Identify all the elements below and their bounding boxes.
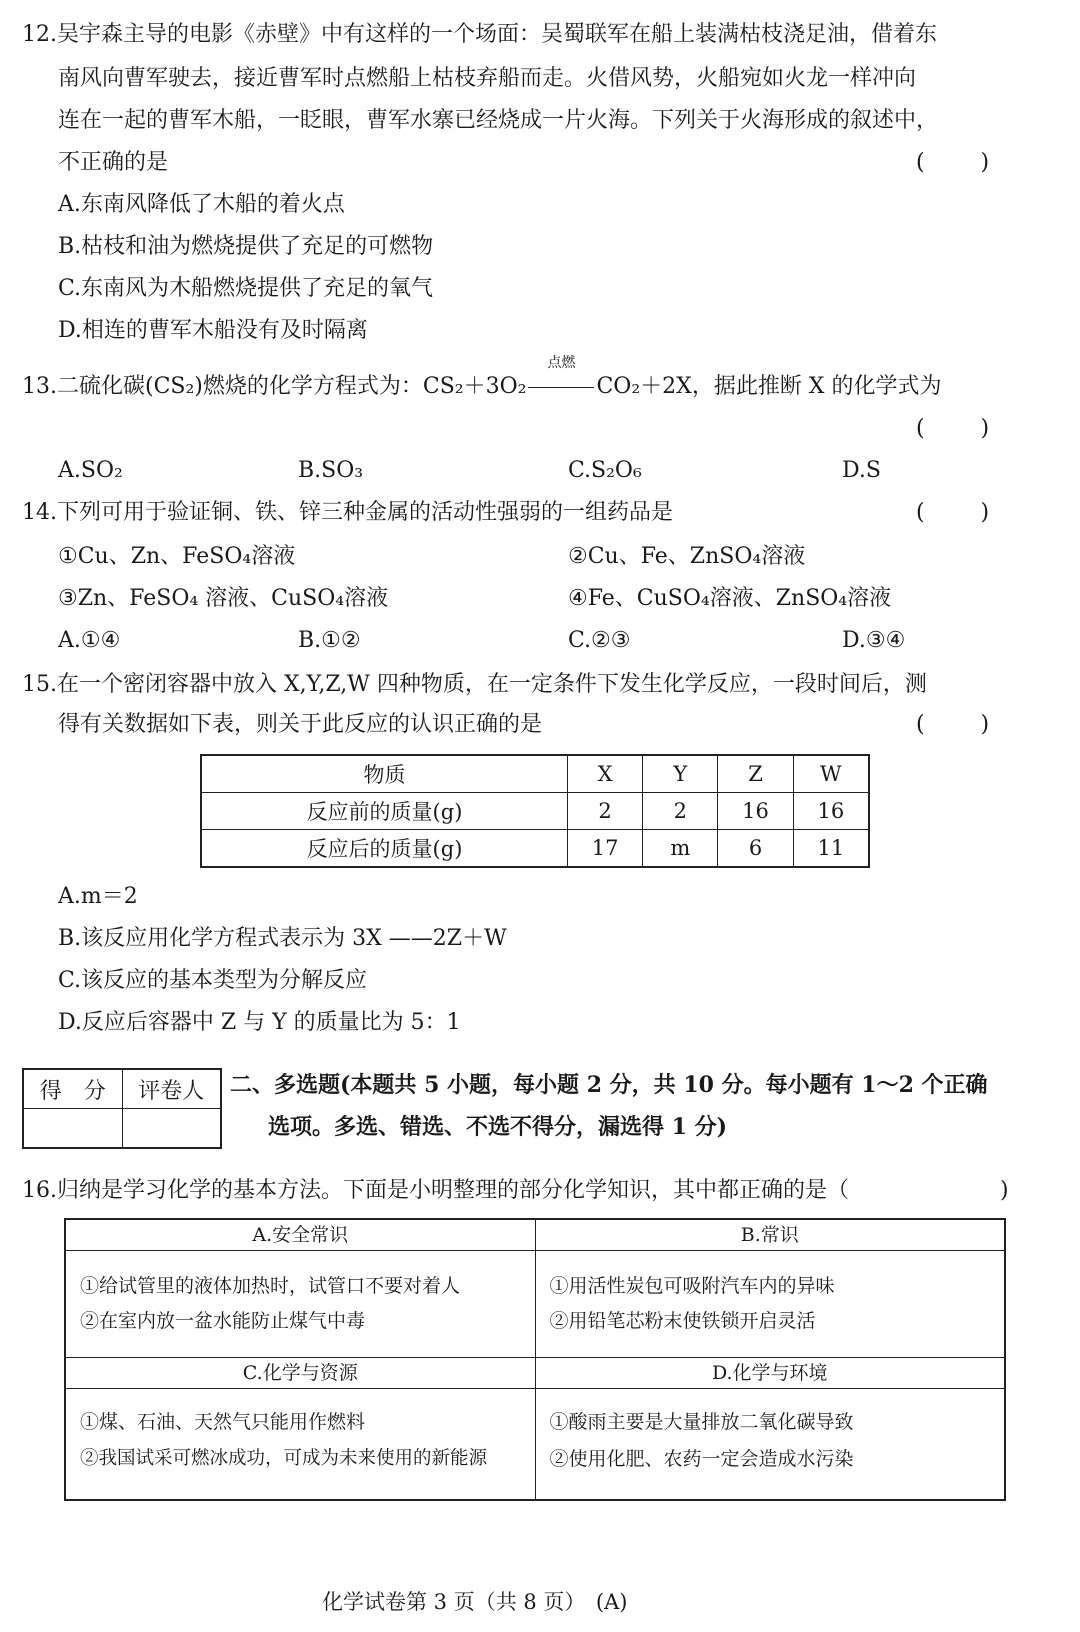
table-header-cell: X [567,755,642,793]
q12-option-d: D.相连的曹军木船没有及时隔离 [58,318,368,343]
cell-body-d [535,1389,1005,1501]
cell-b-line-1: ①用活性炭包可吸附汽车内的异味 [549,1275,835,1297]
q15-option-a: A.m＝2 [58,884,138,909]
q14-item-4: ④Fe、CuSO₄溶液、ZnSO₄溶液 [568,586,892,611]
cell-c-line-1: ①煤、石油、天然气只能用作燃料 [80,1411,366,1433]
cell-b-line-2: ②用铅笔芯粉末使铁锁开启灵活 [549,1310,816,1332]
q16-stem: 16.归纳是学习化学的基本方法。下面是小明整理的部分化学知识，其中都正确的是（ [22,1178,849,1203]
table-header-cell: Z [718,755,793,793]
table-header-cell: Y [643,755,718,793]
equals-bar-icon [528,387,594,388]
q15-option-b: B.该反应用化学方程式表示为 3X ——2Z＋W [58,926,507,951]
cell-a-line-1: ①给试管里的液体加热时，试管口不要对着人 [80,1275,461,1297]
grader-field[interactable] [122,1109,221,1149]
cell-title-d: D.化学与环境 [535,1358,1005,1389]
cell-d-line-1: ①酸雨主要是大量排放二氧化碳导致 [549,1411,854,1433]
cell-title-a: A.安全常识 [65,1219,535,1251]
q16-knowledge-table [64,1218,1006,1501]
table-cell: m [643,830,718,868]
cell-title-c: C.化学与资源 [65,1358,535,1389]
q12-line-2: 南风向曹军驶去，接近曹军时点燃船上枯枝弃船而走。火借风势，火船宛如火龙一样冲向 [58,66,917,91]
q13-condition: 点燃 [547,355,576,371]
q13-option-b: B.SO₃ [298,458,364,483]
q12-option-c: C.东南风为木船燃烧提供了充足的氧气 [58,276,434,301]
q13-answer-paren: ( ) [916,416,990,441]
score-field[interactable] [23,1109,122,1149]
cell-c-line-2: ②我国试采可燃冰成功，可成为未来使用的新能源 [80,1448,488,1469]
table-cell: 16 [793,793,869,830]
table-cell: 反应后的质量(g) [201,830,567,868]
score-box [22,1068,222,1149]
q14-item-1: ①Cu、Zn、FeSO₄溶液 [58,544,296,569]
q13-equation [22,355,942,399]
q14-option-d: D.③④ [842,628,906,653]
cell-body-c [65,1389,535,1501]
q15-data-table [200,754,870,868]
q15-line-2: 得有关数据如下表，则关于此反应的认识正确的是 [58,712,543,737]
q15-line-1: 15.在一个密闭容器中放入 X,Y,Z,W 四种物质，在一定条件下发生化学反应，一段时间后，测 [22,672,927,697]
table-cell: 2 [643,793,718,830]
grader-label: 评卷人 [122,1069,221,1109]
q15-option-c: C.该反应的基本类型为分解反应 [58,968,368,993]
section2-heading-line-1: 二、多选题(本题共 5 小题，每小题 2 分，共 10 分。每小题有 1～2 个正确 [230,1072,988,1098]
q14-answer-paren: ( ) [916,500,990,525]
cell-title-b: B.常识 [535,1219,1005,1251]
q14-option-c: C.②③ [568,628,631,653]
q12-line-3: 连在一起的曹军木船，一眨眼，曹军水寨已经烧成一片火海。下列关于火海形成的叙述中， [58,108,939,133]
cell-d-line-2: ②使用化肥、农药一定会造成水污染 [549,1448,854,1470]
score-label: 得 分 [23,1069,122,1109]
q12-answer-paren: ( ) [916,150,990,175]
table-header-cell: W [793,755,869,793]
q16-paren-close: ) [1000,1178,1009,1203]
table-row [201,830,869,868]
q15-option-d: D.反应后容器中 Z 与 Y 的质量比为 5：1 [58,1010,461,1035]
q14-stem: 14.下列可用于验证铜、铁、锌三种金属的活动性强弱的一组药品是 [22,500,673,525]
cell-a-line-2: ②在室内放一盆水能防止煤气中毒 [80,1310,366,1332]
table-cell: 16 [718,793,793,830]
q12-option-a: A.东南风降低了木船的着火点 [58,192,345,217]
q13-option-a: A.SO₂ [58,458,123,483]
page-footer: 化学试卷第 3 页（共 8 页） (A) [322,1590,628,1614]
q15-answer-paren: ( ) [916,712,990,737]
q14-option-b: B.①② [298,628,361,653]
q14-item-2: ②Cu、Fe、ZnSO₄溶液 [568,544,806,569]
q13-suffix: CO₂＋2X，据此推断 X 的化学式为 [596,374,942,399]
table-row [201,793,869,830]
table-cell: 6 [718,830,793,868]
table-header-cell: 物质 [201,755,567,793]
table-cell: 反应前的质量(g) [201,793,567,830]
cell-body-b [535,1251,1005,1358]
section2-heading-line-2: 选项。多选、错选、不选不得分，漏选得 1 分) [268,1114,728,1140]
table-cell: 17 [567,830,642,868]
q14-item-3: ③Zn、FeSO₄ 溶液、CuSO₄溶液 [58,586,389,611]
q12-line-1: 12.吴宇森主导的电影《赤壁》中有这样的一个场面：吴蜀联军在船上装满枯枝浇足油，借着东 [22,22,937,47]
q13-prefix: 13.二硫化碳(CS₂)燃烧的化学方程式为：CS₂＋3O₂ [22,374,527,399]
q13-option-d: D.S [842,458,881,483]
q12-option-b: B.枯枝和油为燃烧提供了充足的可燃物 [58,234,434,259]
table-header-row [201,755,869,793]
q12-line-4: 不正确的是 [58,150,169,175]
q13-reaction-arrow [526,355,596,398]
table-cell: 2 [567,793,642,830]
table-cell: 11 [793,830,869,868]
q13-option-c: C.S₂O₆ [568,458,642,483]
cell-body-a [65,1251,535,1358]
q14-option-a: A.①④ [58,628,121,653]
